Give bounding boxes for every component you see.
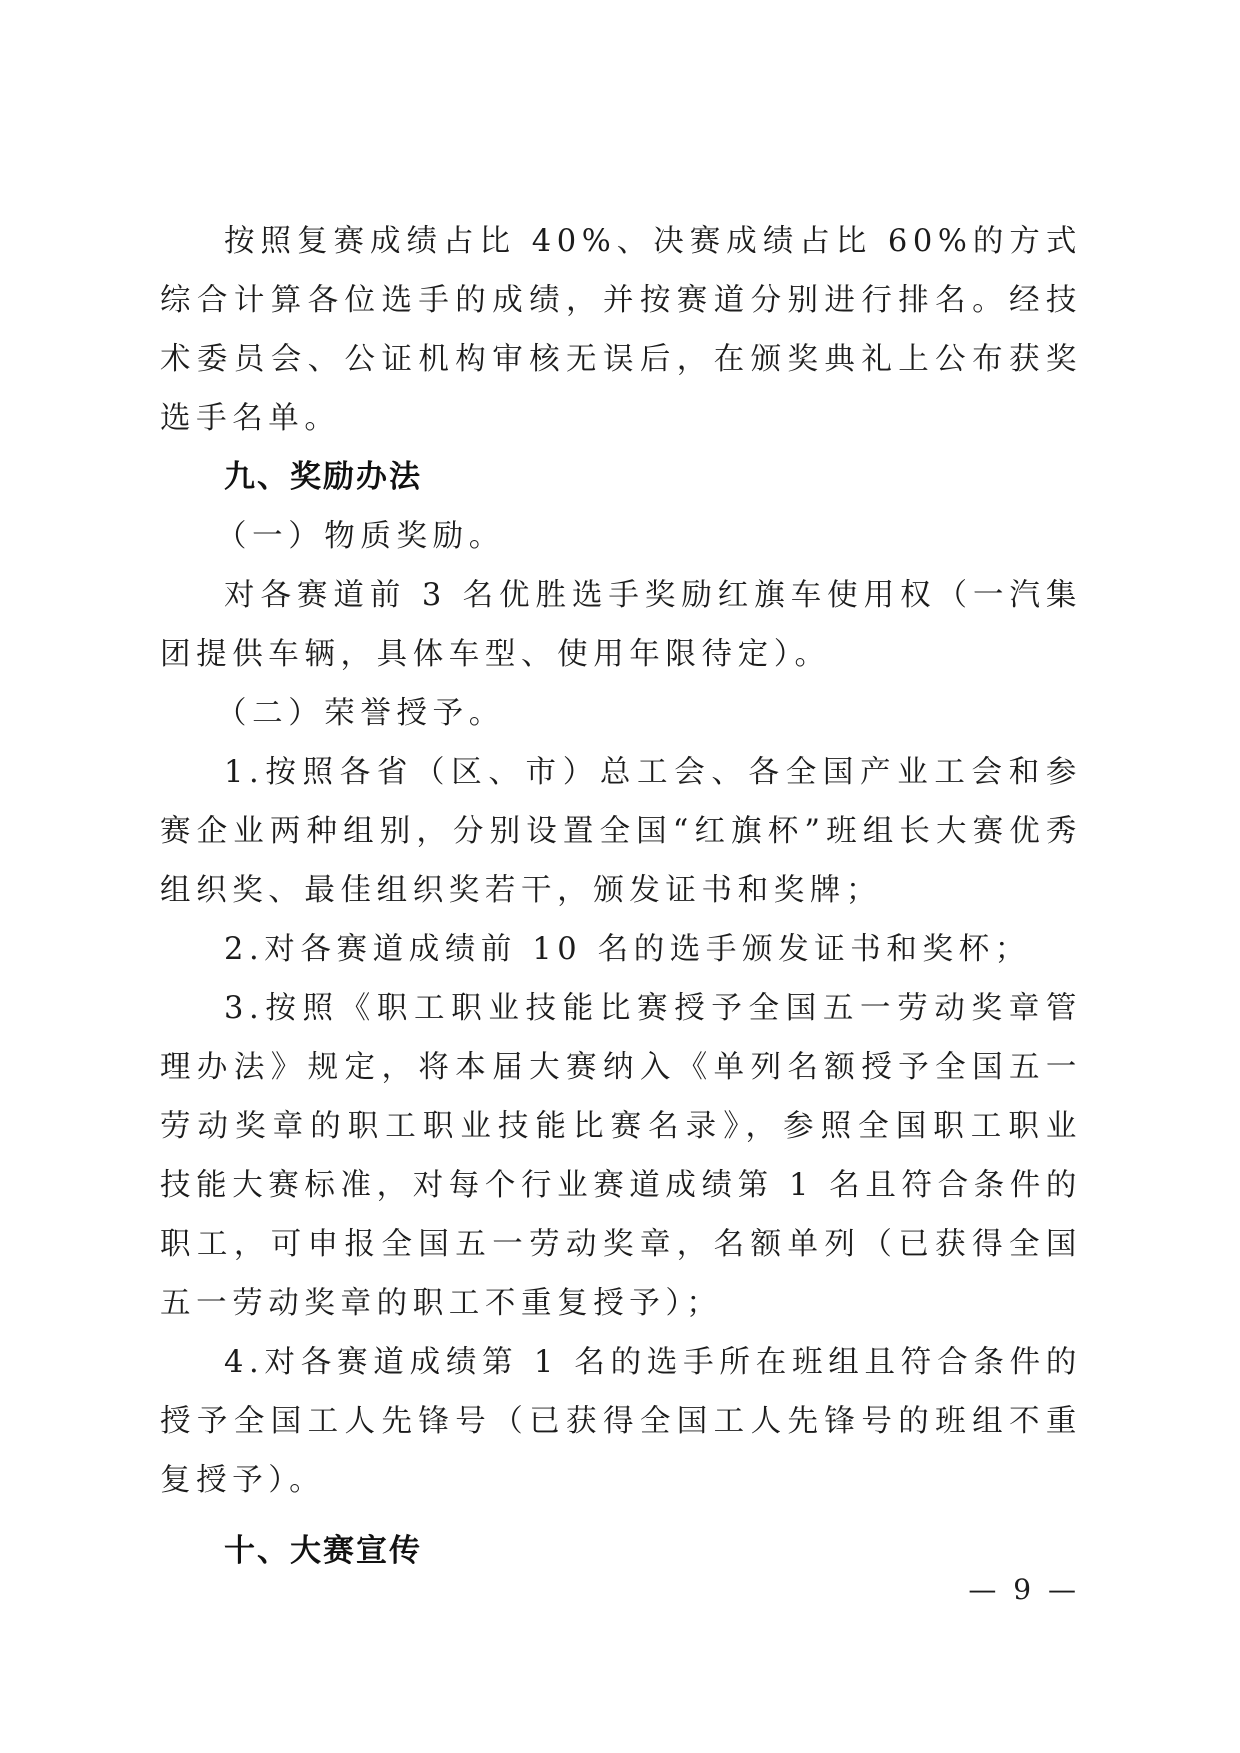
section-heading-publicity: 十、大赛宣传 — [224, 1533, 422, 1569]
subsection-heading-material-rewards: （一）物质奖励。 — [216, 519, 505, 554]
honor-item-4: 4.对各赛道成绩第 1 名的选手所在班组且符合条件的授予全国工人先锋号（已获得全国工人先锋号的班组不重复授予）。 — [160, 1345, 1082, 1498]
honor-item-2: 2.对各赛道成绩前 10 名的选手颁发证书和奖杯； — [224, 932, 1031, 967]
section-heading-awards: 九、奖励办法 — [224, 459, 422, 495]
document-body — [160, 212, 1082, 1581]
scoring-paragraph: 按照复赛成绩占比 40%、决赛成绩占比 60%的方式综合计算各位选手的成绩，并按赛道分别进行排名。经技术委员会、公证机构审核无误后，在颁奖典礼上公布获奖选手名单。 — [160, 224, 1082, 436]
subsection-heading-honors: （二）荣誉授予。 — [216, 696, 505, 731]
honor-item-3: 3.按照《职工职业技能比赛授予全国五一劳动奖章管理办法》规定，将本届大赛纳入《单列名额授予全国五一劳动奖章的职工职业技能比赛名录》，参照全国职工职业技能大赛标准，对每个行业赛道成绩第 1 名且符合条件的职工，可申报全国五一劳动奖章，名额单列（已获得全国五一劳动奖章的职工不重复授予）； — [160, 991, 1082, 1321]
material-rewards-paragraph: 对各赛道前 3 名优胜选手奖励红旗车使用权（一汽集团提供车辆，具体车型、使用年限待定）。 — [160, 578, 1082, 672]
page-number: — 9 — — [968, 1573, 1080, 1606]
honor-item-1: 1.按照各省（区、市）总工会、各全国产业工会和参赛企业两种组别，分别设置全国“红旗杯”班组长大赛优秀组织奖、最佳组织奖若干，颁发证书和奖牌； — [160, 755, 1082, 908]
